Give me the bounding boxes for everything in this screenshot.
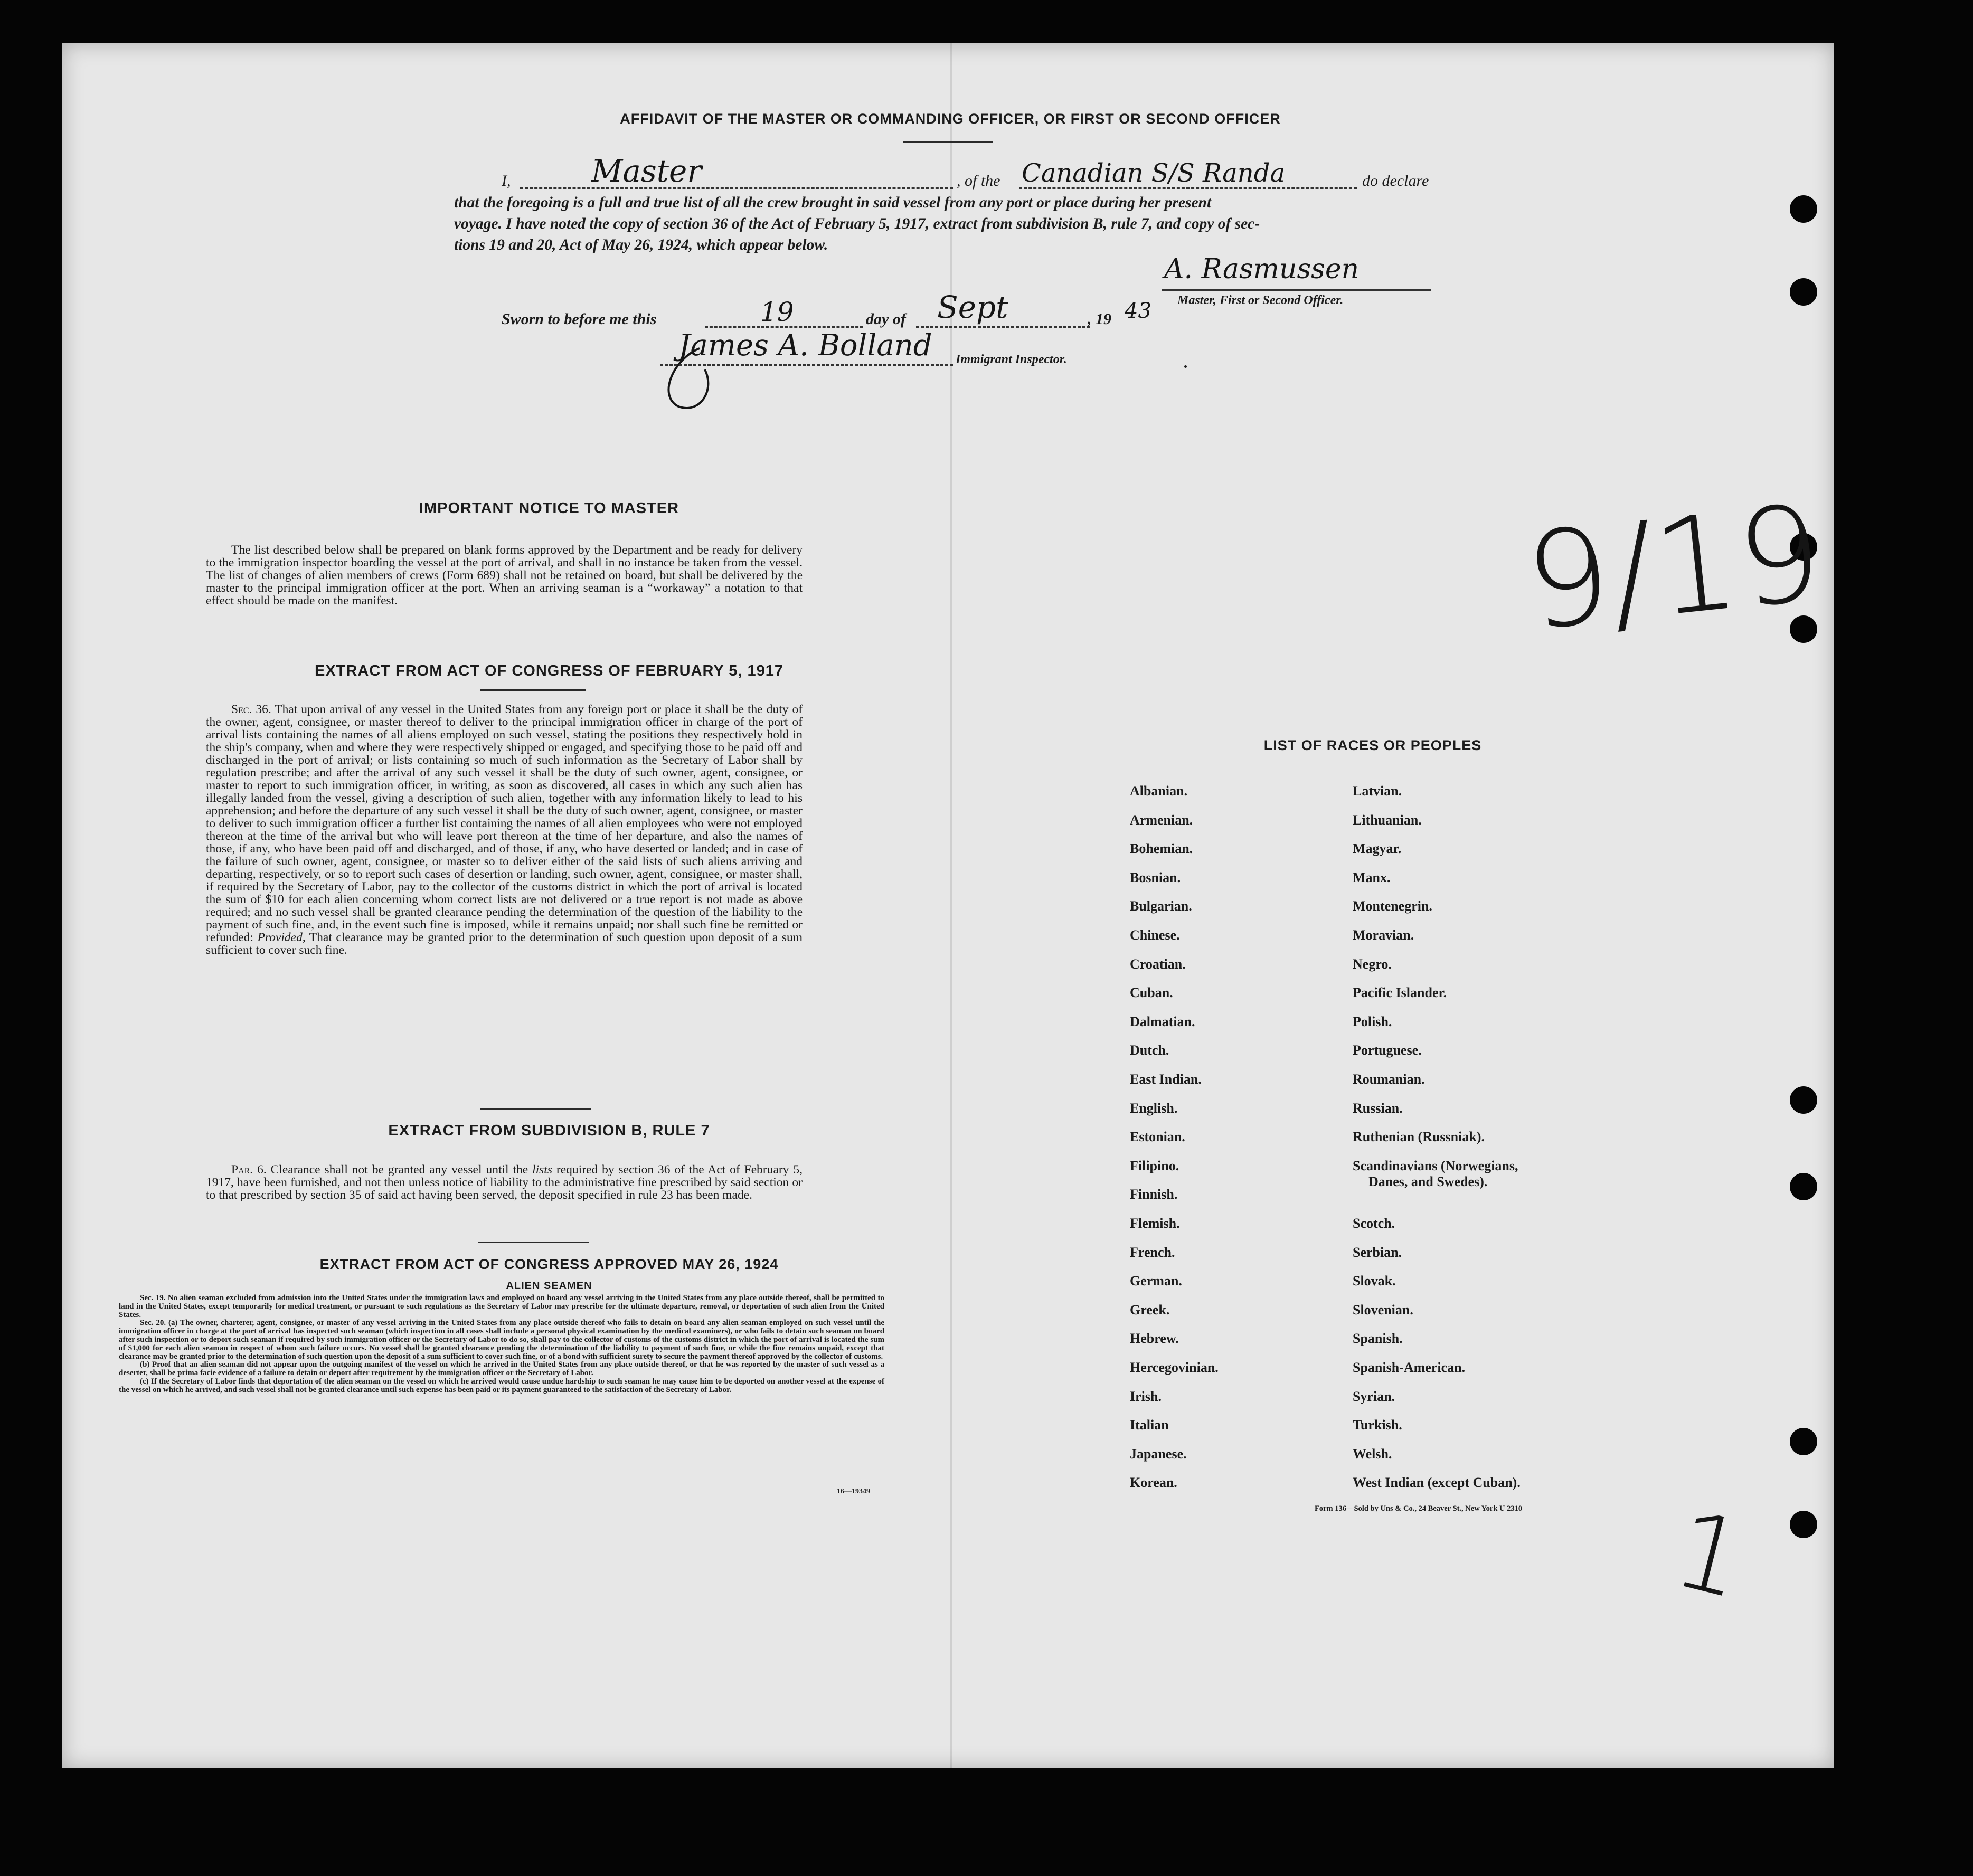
punch-hole: [1790, 1086, 1817, 1114]
race-item: West Indian (except Cuban).: [1353, 1475, 1521, 1491]
inspector-line: [660, 364, 953, 366]
race-item: Turkish.: [1353, 1417, 1402, 1433]
rule-7-text: [206, 1163, 803, 1201]
race-item: Danes, and Swedes).: [1368, 1173, 1488, 1189]
race-item: Armenian.: [1130, 812, 1193, 828]
extract-1924-text: [119, 1294, 884, 1395]
section-divider: [480, 689, 586, 691]
race-item: Portuguese.: [1353, 1043, 1422, 1058]
title-divider: [903, 141, 993, 143]
race-item: Hercegovinian.: [1130, 1360, 1219, 1375]
section-20c-text: (c) If the Secretary of Labor finds that deportation of the alien seaman on the vessel on which he arrived would cause undue hardship to such seaman he may cause him to be deported on another vessel at the expense of the vessel on which he arrived, and such vessel shall not be granted clearance until such expense has been paid or its payment guaranteed to the satisfaction of the Secretary of Labor.: [119, 1377, 884, 1394]
race-item: Japanese.: [1130, 1446, 1187, 1462]
inspector-signature: James A. Bolland: [678, 328, 932, 363]
race-item: Latvian.: [1353, 783, 1402, 799]
race-item: Irish.: [1130, 1388, 1162, 1404]
race-item: English.: [1130, 1100, 1178, 1116]
statement-line-3: tions 19 and 20, Act of May 26, 1924, which appear below.: [454, 236, 828, 253]
race-item: Italian: [1130, 1417, 1169, 1433]
print-code: 16—19349: [837, 1487, 870, 1495]
paragraph-6-label: Par. 6.: [231, 1163, 267, 1177]
punch-hole: [1790, 1511, 1817, 1538]
race-item: Magyar.: [1353, 841, 1402, 857]
race-item: Dutch.: [1130, 1043, 1169, 1058]
race-item: Cuban.: [1130, 985, 1173, 1001]
alien-seamen-subtitle: ALIEN SEAMEN: [506, 1280, 592, 1292]
master-title-handwriting: Master: [591, 153, 702, 189]
race-item: Moravian.: [1353, 927, 1414, 943]
i-label: I,: [502, 172, 511, 190]
race-item: Manx.: [1353, 869, 1391, 885]
race-item: Spanish.: [1353, 1331, 1403, 1347]
form-footer: Form 136—Sold by Uns & Co., 24 Beaver St., New York U 2310: [1315, 1504, 1523, 1513]
handwritten-date: 9/19: [1518, 476, 1830, 660]
vessel-name-handwriting: Canadian S/S Randa: [1022, 158, 1286, 188]
notice-text: [206, 544, 803, 607]
race-item: French.: [1130, 1244, 1175, 1260]
race-item: Dalmatian.: [1130, 1013, 1195, 1029]
section-divider: [478, 1242, 589, 1243]
section-36-label: Sec. 36.: [231, 703, 271, 716]
section-19-text: Sec. 19. No alien seaman excluded from admission into the United States under the immigration laws and employed on board any vessel arriving in the United States from any place outside thereof, shall be permitted to land in the United States, except temporarily for medical treatment, or pursuant to such regulations as the Secretary of Labor may prescribe for the ultimate departure, removal, or deportation of such alien from the United States.: [119, 1294, 884, 1319]
inspector-caption: Immigrant Inspector.: [956, 353, 1067, 366]
master-caption: Master, First or Second Officer.: [1177, 293, 1344, 307]
race-item: Serbian.: [1353, 1244, 1402, 1260]
ink-dot: [1184, 365, 1187, 368]
race-item: Albanian.: [1130, 783, 1188, 799]
race-item: Scandinavians (Norwegians,: [1353, 1158, 1518, 1173]
race-item: German.: [1130, 1273, 1182, 1289]
race-item: Greek.: [1130, 1302, 1170, 1318]
sworn-label: Sworn to before me this: [502, 310, 657, 328]
race-item: Bosnian.: [1130, 869, 1181, 885]
punch-hole: [1790, 1428, 1817, 1455]
race-item: Welsh.: [1353, 1446, 1392, 1462]
race-item: Slovenian.: [1353, 1302, 1413, 1318]
race-item: Flemish.: [1130, 1216, 1180, 1231]
section-20a-text: Sec. 20. (a) The owner, charterer, agent, consignee, or master of any vessel arriving in the United States from any place outside thereof who fails to detain on board any alien seaman employed on such vessel until the immigration officer in charge at the port of arrival has inspected such seaman (which inspection in all cases shall include a personal physical examination by the medical examiners), or who fails to detain such seaman on board after such inspection or to deport such seaman if required by such immigration officer or the Secretary of Labor to do so, shall pay to the collector of customs of the customs district in which the port of arrival is located the sum of $1,000 for each alien seaman in respect of whom such failure occurs. No vessel shall be granted clearance pending the determination of the liability to payment of such fine, or while the fine remains unpaid, except that clearance may be granted prior to the determination of such question upon the deposit of a sum sufficient to cover such fine, or of a bond with sufficient surety to secure the payment thereof approved by the collector of customs.: [119, 1319, 884, 1361]
race-item: East Indian.: [1130, 1072, 1202, 1087]
do-declare-label: do declare: [1362, 172, 1429, 190]
race-item: Polish.: [1353, 1013, 1392, 1029]
race-item: Spanish-American.: [1353, 1360, 1466, 1375]
master-signature-line: [1162, 289, 1431, 291]
race-item: Bohemian.: [1130, 841, 1193, 857]
race-item: Negro.: [1353, 956, 1392, 972]
notice-paragraph: The list described below shall be prepared on blank forms approved by the Department and be ready for delivery to the immigration inspector boarding the vessel at the port of arrival, and shall in no instance be taken from the vessel. The list of changes of alien members of crews (Form 689) shall not be retained on board, but shall be delivered by the master to the principal immigration officer at the port. When an arriving seaman is a “workaway” a notation to that effect should be made on the manifest.: [206, 543, 803, 608]
race-item: Korean.: [1130, 1475, 1177, 1491]
race-item: Bulgarian.: [1130, 898, 1192, 914]
year-prefix: , 19: [1088, 310, 1111, 328]
races-title: LIST OF RACES OR PEOPLES: [1263, 737, 1482, 753]
extract-1917-title: EXTRACT FROM ACT OF CONGRESS OF FEBRUARY 5, 1917: [314, 662, 784, 679]
race-item: Roumanian.: [1353, 1072, 1425, 1087]
signature-flourish: [657, 338, 763, 417]
lists-word: lists: [532, 1163, 552, 1177]
section-36-text: That upon arrival of any vessel in the United States from any foreign port or place it shall be the duty of the owner, agent, consignee, or master thereof to deliver to the principal immigration officer in charge of the port of arrival lists containing the names of all aliens employed on such vessel, stating the positions they respectively hold in the ship's company, when and where they were respectively shipped or engaged, and specifying those to be paid off and discharged in the port of arrival; or lists containing so much of such information as the Secretary of Labor shall by regulation prescribe; and after the arrival of any such vessel it shall be the duty of such owner, agent, consignee, or master to report to such immigration officer, in writing, as soon as discovered, all cases in which any such alien has illegally landed from the vessel, giving a description of such alien, together with any information likely to lead to his apprehension; and before the departure of any such vessel it shall be the duty of such owner, agent, consignee, or master to deliver to such immigration officer a further list containing the names of all alien employees who were not employed thereon at the time of the arrival but who will leave port thereon at the time of her departure, and also the names of those, if any, who have been paid off and discharged, and of those, if any, who have deserted or landed; and in case of the failure of such owner, agent, consignee, or master so to deliver either of the said lists of such aliens arriving and departing, respectively, or so to report such cases of desertion or landing, such owner, agent, consignee, or master shall, if required by the Secretary of Labor, pay to the collector of the customs district in which the port of arrival is located the sum of $10 for each alien concerning whom correct lists are not delivered or a true report is not made as above required; and no such vessel shall be granted clearance pending the determination of the question of the liability to the payment of such fine, and, in the event such fine is imposed, while it remains unpaid; nor shall such fine be remitted or refunded:: [206, 703, 803, 944]
section-36-text-end: That clearance may be granted prior to the determination of such question upon deposit of a sum sufficient to cover such fine.: [206, 931, 803, 957]
extract-1924-title: EXTRACT FROM ACT OF CONGRESS APPROVED MAY 26, 1924: [319, 1256, 779, 1272]
punch-hole: [1790, 195, 1817, 223]
statement-line-1: that the foregoing is a full and true list of all the crew brought in said vessel from any port or place during her present: [454, 194, 1212, 211]
race-item: Montenegrin.: [1353, 898, 1432, 914]
race-item: Estonian.: [1130, 1129, 1185, 1145]
race-item: Filipino.: [1130, 1158, 1179, 1173]
race-item: Chinese.: [1130, 927, 1180, 943]
section-divider: [480, 1108, 591, 1110]
rule-7-title: EXTRACT FROM SUBDIVISION B, RULE 7: [388, 1122, 710, 1139]
day-of-label: day of: [866, 310, 906, 328]
race-item: Slovak.: [1353, 1273, 1396, 1289]
extract-1917-text: [206, 703, 803, 956]
race-item: Syrian.: [1353, 1388, 1395, 1404]
year-handwriting: 43: [1125, 299, 1151, 323]
race-item: Ruthenian (Russniak).: [1353, 1129, 1485, 1145]
punch-hole: [1790, 1173, 1817, 1200]
statement-line-2: voyage. I have noted the copy of section 36 of the Act of February 5, 1917, extract from subdivision B, rule 7, and copy of sec-: [454, 215, 1260, 232]
race-item: Lithuanian.: [1353, 812, 1422, 828]
race-item: Pacific Islander.: [1353, 985, 1447, 1001]
rule-7-text-b: required by section 36 of the Act of February 5, 1917, have been furnished, and not then unless notice of liability to the administrative fine prescribed by said section or to that prescribed by section 35 of said act having been served, the deposit specified in rule 23 has been made.: [206, 1163, 803, 1202]
sworn-month-line: [916, 326, 1090, 328]
affidavit-title: AFFIDAVIT OF THE MASTER OR COMMANDING OFFICER, OR FIRST OR SECOND OFFICER: [620, 111, 1281, 127]
race-item: Scotch.: [1353, 1216, 1395, 1231]
race-item: Croatian.: [1130, 956, 1186, 972]
race-item: Hebrew.: [1130, 1331, 1179, 1347]
provided-word: Provided,: [257, 931, 306, 944]
punch-hole: [1790, 278, 1817, 306]
race-item: Russian.: [1353, 1100, 1403, 1116]
section-20b-text: (b) Proof that an alien seaman did not appear upon the outgoing manifest of the vessel on which he arrived in the United States from any place outside thereof, or that he was reported by the master of such vessel as a deserter, shall be prima facie evidence of a failure to detain or deport after requirement by the immigration officer or the Secretary of Labor.: [119, 1360, 884, 1378]
race-item: Finnish.: [1130, 1187, 1178, 1202]
sworn-month-handwriting: Sept: [937, 289, 1008, 325]
sworn-day-handwriting: 19: [760, 297, 794, 327]
notice-title: IMPORTANT NOTICE TO MASTER: [419, 500, 679, 517]
rule-7-text-a: Clearance shall not be granted any vessel until the: [270, 1163, 528, 1177]
master-fill-line: [520, 187, 953, 189]
of-the-label: , of the: [957, 172, 1000, 190]
handwritten-mark: 1: [1662, 1487, 1758, 1623]
master-signature: A. Rasmussen: [1164, 253, 1360, 285]
